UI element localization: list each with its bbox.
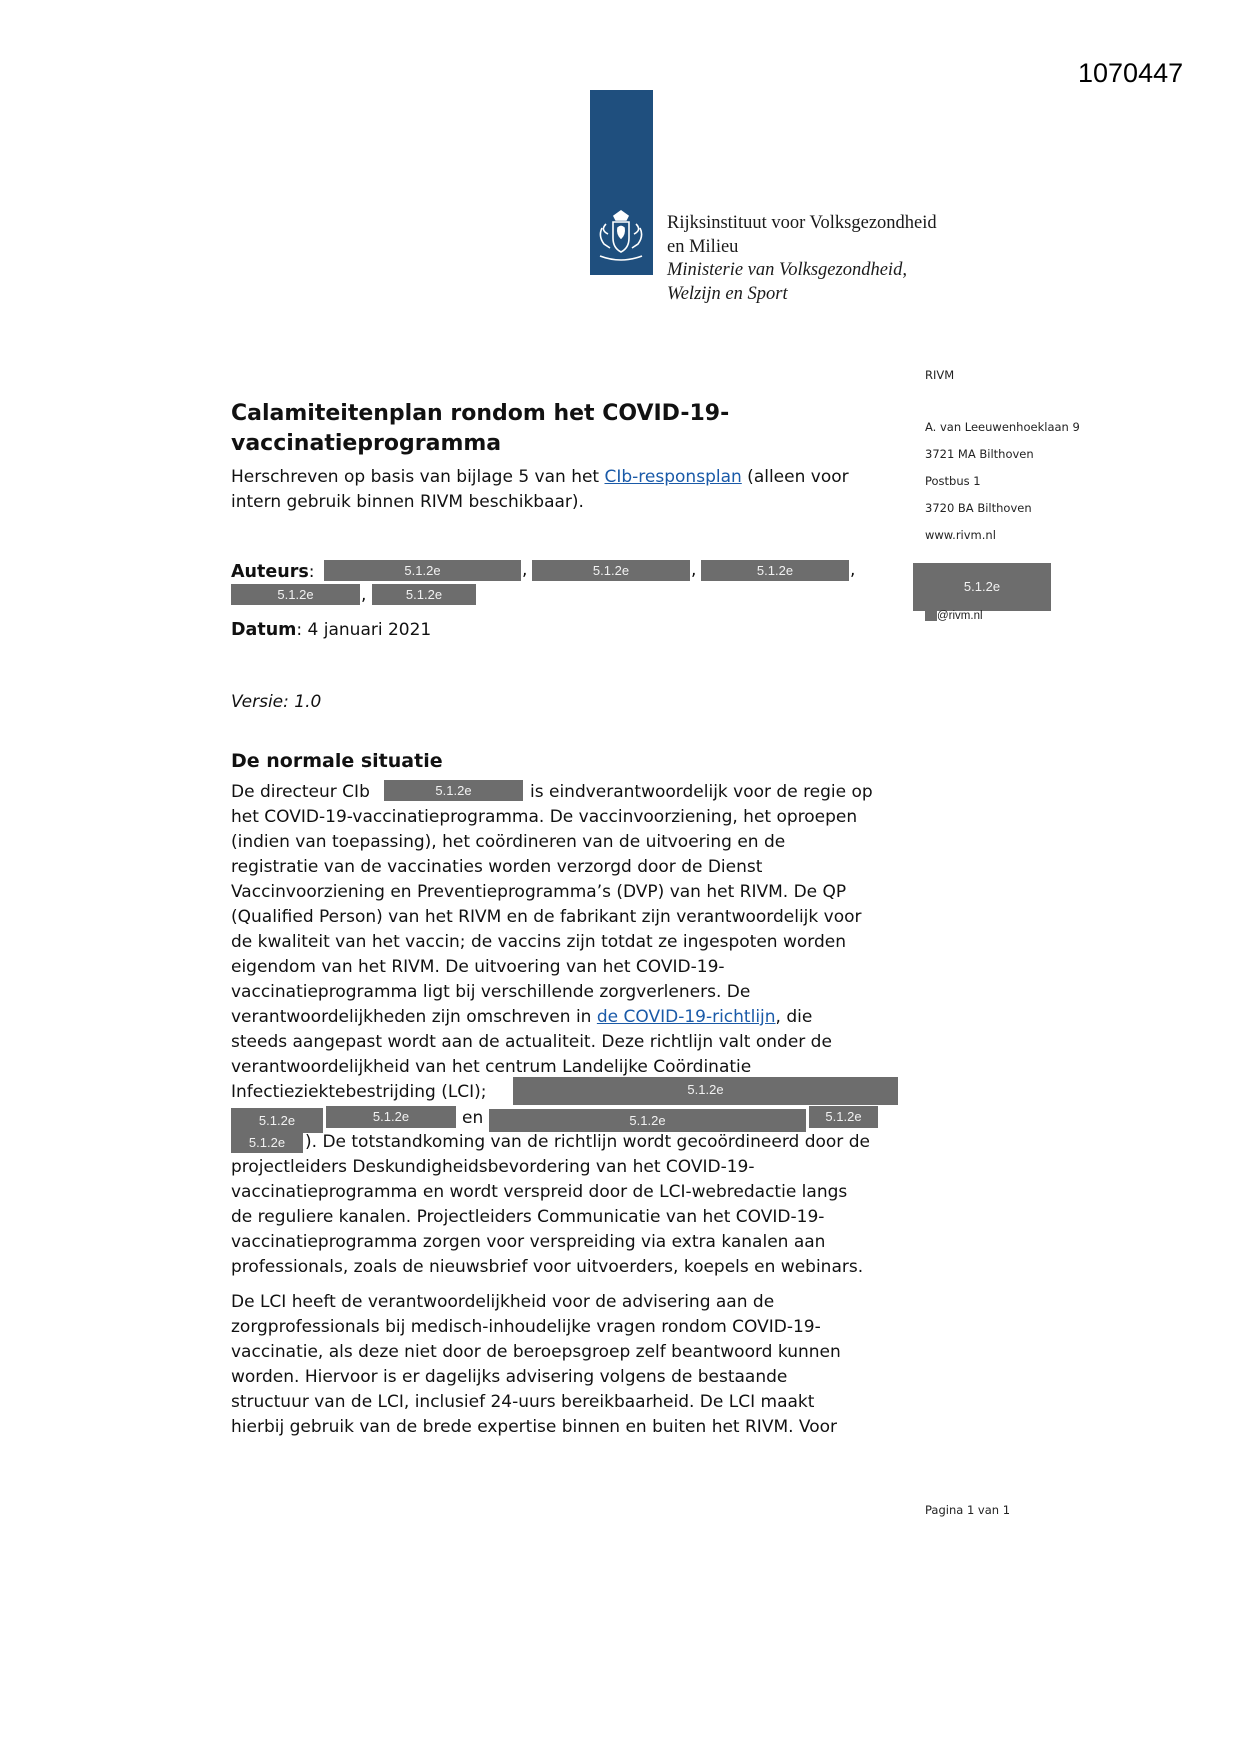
p1-line6: (Qualified Person) van het RIVM en de fabrikant zijn verantwoordelijk voor <box>231 907 862 927</box>
email-redaction <box>925 609 937 621</box>
sidebar-org: RIVM <box>925 368 955 382</box>
p1-line15: ). De totstandkoming van de richtlijn wordt gecoördineerd door de <box>305 1132 870 1152</box>
p2-line1: De LCI heeft de verantwoordelijkheid voor de advisering aan de <box>231 1292 775 1312</box>
lci-redaction-4: 5.1.2e <box>489 1109 806 1132</box>
authors-label-line <box>231 562 314 582</box>
sidebar-email <box>925 609 983 622</box>
p1-line1-end: is eindverantwoordelijk voor de regie op <box>530 782 873 802</box>
author-redaction-2: 5.1.2e <box>532 560 690 581</box>
logo-text <box>667 212 937 306</box>
p1-line12: verantwoordelijkheid van het centrum Landelijke Coördinatie <box>231 1057 752 1077</box>
comma-1: , <box>522 560 528 580</box>
p1-line8: eigendom van het RIVM. De uitvoering van het COVID-19- <box>231 957 725 977</box>
sidebar-postbus-code: 3720 BA Bilthoven <box>925 501 1032 515</box>
coat-of-arms-icon <box>592 208 650 268</box>
org-name-line1: Rijksinstituut voor Volksgezondheid <box>667 213 937 233</box>
lci-redaction-2: 5.1.2e <box>231 1108 323 1133</box>
p1-line5: Vaccinvoorziening en Preventieprogramma’s (DVP) van het RIVM. De QP <box>231 882 847 902</box>
p1-line16: projectleiders Deskundigheidsbevordering van het COVID-19- <box>231 1157 755 1177</box>
page-number: Pagina 1 van 1 <box>925 1503 1011 1517</box>
comma-3: , <box>850 560 856 580</box>
authors-label: Auteurs <box>231 562 309 582</box>
sidebar-address: A. van Leeuwenhoeklaan 9 <box>925 420 1080 434</box>
responsplan-link[interactable]: CIb-responsplan <box>604 467 742 487</box>
page-title: Calamiteitenplan rondom het COVID-19-vaccinatieprogramma <box>231 401 730 456</box>
p1-line19: vaccinatieprogramma zorgen voor verspreiding via extra kanalen aan <box>231 1232 826 1252</box>
director-redaction: 5.1.2e <box>384 780 523 801</box>
p1-line10 <box>231 1007 812 1027</box>
p1-line18: de reguliere kanalen. Projectleiders Communicatie van het COVID-19- <box>231 1207 825 1227</box>
ministry-line2: Welzijn en Sport <box>667 283 788 304</box>
org-name-line2: en Milieu <box>667 236 739 257</box>
author-redaction-5: 5.1.2e <box>372 584 476 605</box>
subtitle-text: Herschreven op basis van bijlage 5 van het <box>231 467 605 487</box>
lci-redaction-5: 5.1.2e <box>809 1106 878 1128</box>
document-number: 1070447 <box>1078 58 1184 88</box>
author-redaction-4: 5.1.2e <box>231 584 360 605</box>
ministry-line1: Ministerie van Volksgezondheid, <box>667 260 907 280</box>
p1-line3: (indien van toepassing), het coördineren van de uitvoering en de <box>231 832 786 852</box>
p1-line2: het COVID-19-vaccinatieprogramma. De vaccinvoorziening, het oproepen <box>231 807 858 827</box>
p1-line20: professionals, zoals de nieuwsbrief voor uitvoerders, koepels en webinars. <box>231 1257 864 1277</box>
email-suffix: @rivm.nl <box>937 610 983 622</box>
sidebar-postbus: Postbus 1 <box>925 474 981 488</box>
lci-redaction-6: 5.1.2e <box>231 1132 303 1153</box>
subtitle-text-end: (alleen voor intern gebruik binnen RIVM beschikbaar). <box>231 467 849 512</box>
comma-4: , <box>361 585 367 605</box>
p1-line17: vaccinatieprogramma en wordt verspreid door de LCI-webredactie langs <box>231 1182 848 1202</box>
p1-line11: steeds aangepast wordt aan de actualiteit. Deze richtlijn valt onder de <box>231 1032 832 1052</box>
and-word: en <box>462 1108 484 1128</box>
author-redaction-1: 5.1.2e <box>324 560 521 581</box>
p1-line10-start: verantwoordelijkheden zijn omschreven in <box>231 1007 597 1027</box>
version: Versie: 1.0 <box>231 692 322 712</box>
p2-line5: structuur van de LCI, inclusief 24-uurs bereikbaarheid. De LCI maakt <box>231 1392 815 1412</box>
date-value: : 4 januari 2021 <box>296 620 432 640</box>
sidebar-redaction: 5.1.2e <box>913 563 1051 611</box>
author-redaction-3: 5.1.2e <box>701 560 849 581</box>
p1-line10-end: , die <box>775 1007 813 1027</box>
sidebar-website: www.rivm.nl <box>925 528 996 542</box>
p2-line6: hierbij gebruik van de brede expertise binnen en buiten het RIVM. Voor <box>231 1417 838 1437</box>
comma-2: , <box>691 560 697 580</box>
section-heading: De normale situatie <box>231 750 443 772</box>
richtlijn-link[interactable]: de COVID-19-richtlijn <box>596 1007 776 1027</box>
date-label: Datum <box>231 620 297 640</box>
p1-line7: de kwaliteit van het vaccin; de vaccins zijn totdat ze ingespoten worden <box>231 932 846 952</box>
lci-redaction-3: 5.1.2e <box>326 1106 456 1128</box>
p2-line3: vaccinatie, als deze niet door de beroepsgroep zelf beantwoord kunnen <box>231 1342 841 1362</box>
p2-line4: worden. Hiervoor is er dagelijks advisering volgens de bestaande <box>231 1367 788 1387</box>
sidebar-postcode: 3721 MA Bilthoven <box>925 447 1034 461</box>
p1-line4: registratie van de vaccinaties worden verzorgd door de Dienst <box>231 857 763 877</box>
p1-line9: vaccinatieprogramma ligt bij verschillende zorgverleners. De <box>231 982 751 1002</box>
p1-line1-start: De directeur CIb <box>231 782 370 802</box>
p2-line2: zorgprofessionals bij medisch-inhoudelijke vragen rondom COVID-19- <box>231 1317 821 1337</box>
date-line <box>231 620 431 640</box>
p1-line13: Infectieziektebestrijding (LCI); <box>231 1082 487 1102</box>
lci-redaction-1: 5.1.2e <box>513 1077 898 1105</box>
authors-colon: : <box>308 562 315 582</box>
subtitle <box>231 465 901 515</box>
